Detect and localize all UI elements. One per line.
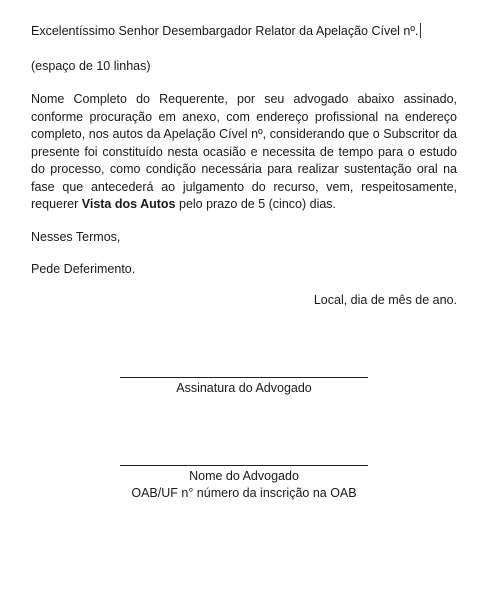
text-cursor xyxy=(420,23,421,38)
addressee-header: Excelentíssimo Senhor Desembargador Relator da Apelação Cível nº. xyxy=(31,24,419,38)
oab-label: OAB/UF n° número da inscrição na OAB xyxy=(131,486,357,500)
body-text-part1: Nome Completo do Requerente, por seu advogado abaixo assinado, conforme procuração em anexo, com endereço profissional na endereço completo, nos autos da Apelação Cível nº, considerando que o Subscritor da presente foi constituído nesta ocasião e necessita de tempo para o estudo do processo, como condição necessária para realizar sustentação oral na fase que antecederá ao julgamento do recurso, vem, respeitosamente, requerer xyxy=(31,92,457,211)
closing-text: Nesses Termos, xyxy=(31,230,121,244)
spacing-note: (espaço de 10 linhas) xyxy=(31,59,151,73)
request-text: Pede Deferimento. xyxy=(31,262,136,276)
body-bold-vista-dos-autos: Vista dos Autos xyxy=(81,197,176,211)
signature-label: Assinatura do Advogado xyxy=(176,381,312,395)
signature-line xyxy=(120,377,368,378)
body-text-part2: pelo prazo de 5 (cinco) dias. xyxy=(175,197,337,211)
header-line xyxy=(31,23,421,40)
place-date: Local, dia de mês de ano. xyxy=(313,293,457,307)
lawyer-name-label: Nome do Advogado xyxy=(189,469,299,483)
petition-body xyxy=(31,91,457,214)
name-signature-line xyxy=(120,465,368,466)
